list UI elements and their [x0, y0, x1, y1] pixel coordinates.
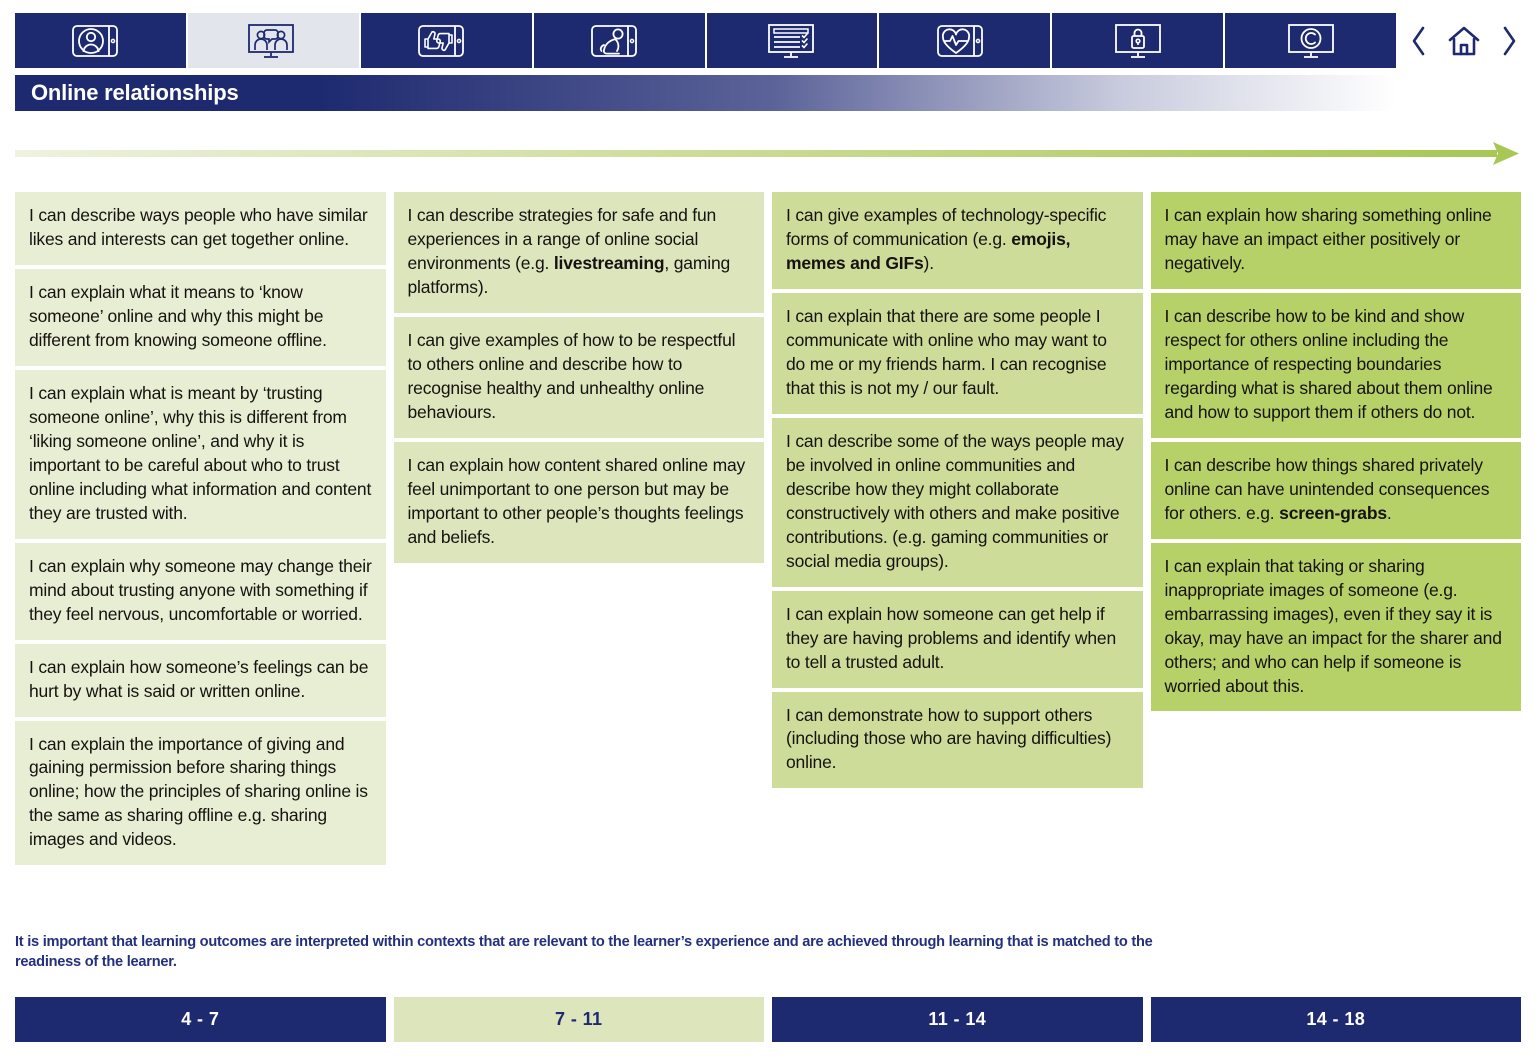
outcome-cell: I can give examples of technology-specific forms of communication (e.g. emojis, memes and GIFs). — [772, 192, 1143, 289]
footnote: It is important that learning outcomes are interpreted within contexts that are relevant to the learner’s experience and are achieved through learning that is matched to the readiness of the learner. — [15, 934, 1153, 971]
outcome-cell: I can explain how content shared online may feel unimportant to one person but may be important to other people’s thoughts feelings and beliefs. — [394, 442, 765, 563]
tab-online-relationships[interactable] — [188, 13, 361, 68]
outcome-cell: I can explain how someone’s feelings can be hurt by what is said or written online. — [15, 644, 386, 717]
progression-arrow — [15, 140, 1521, 170]
self-image-identity-icon — [70, 23, 130, 59]
column-4-7 — [15, 192, 386, 865]
strand-tabbar — [15, 13, 1396, 68]
age-band-footer — [15, 997, 1521, 1042]
tab-managing-online-information[interactable] — [707, 13, 880, 68]
outcome-cell: I can explain why someone may change their mind about trusting anyone with something if they feel nervous, uncomfortable or worried. — [15, 543, 386, 640]
outcome-cell: I can explain that there are some people I communicate with online who may want to do me or my friends harm. I can recognise that this is not my / our fault. — [772, 293, 1143, 414]
age-band-4-7[interactable]: 4 - 7 — [15, 997, 386, 1042]
outcomes-grid — [15, 192, 1521, 922]
page-title: Online relationships — [31, 80, 239, 105]
outcome-cell: I can give examples of how to be respectful to others online and describe how to recognise healthy and unhealthy online behaviours. — [394, 317, 765, 438]
next-page-icon[interactable] — [1498, 24, 1520, 58]
age-band-14-18[interactable]: 14 - 18 — [1151, 997, 1522, 1042]
outcome-emphasis: livestreaming — [553, 252, 665, 273]
previous-page-icon[interactable] — [1408, 24, 1430, 58]
page-navigation — [1408, 16, 1520, 66]
tab-health-wellbeing-lifestyle[interactable] — [879, 13, 1052, 68]
home-icon[interactable] — [1447, 24, 1481, 58]
column-7-11 — [394, 192, 765, 563]
online-relationships-icon — [243, 23, 303, 59]
outcome-cell: I can demonstrate how to support others (including those who are having difficulties) online. — [772, 692, 1143, 789]
column-14-18 — [1151, 192, 1522, 711]
tab-online-reputation[interactable] — [361, 13, 534, 68]
managing-online-information-icon — [762, 23, 822, 59]
outcome-cell: I can describe some of the ways people may be involved in online communities and describe how they might collaborate constructively with others and make positive contributions. (e.g. gaming communities or social media groups). — [772, 418, 1143, 587]
outcome-cell: I can explain the importance of giving and gaining permission before sharing things online; how the principles of sharing online is the same as sharing offline e.g. sharing images and videos. — [15, 721, 386, 866]
tab-privacy-security[interactable] — [1052, 13, 1225, 68]
copyright-ownership-icon — [1281, 23, 1341, 59]
outcome-cell: I can describe how to be kind and show respect for others online including the importance of respecting boundaries regarding what is shared about them online and how to support them if others do not. — [1151, 293, 1522, 438]
age-band-11-14[interactable]: 11 - 14 — [772, 997, 1143, 1042]
section-title-band — [15, 75, 1396, 111]
outcome-cell: I can explain what it means to ‘know someone’ online and why this might be different from knowing someone offline. — [15, 269, 386, 366]
outcome-cell: I can explain how someone can get help if they are having problems and identify when to tell a trusted adult. — [772, 591, 1143, 688]
privacy-security-icon — [1108, 23, 1168, 59]
outcome-cell: I can explain what is meant by ‘trusting someone online’, why this is different from ‘liking someone online’, and why it is important to be careful about who to trust online including what information and content they are trusted with. — [15, 370, 386, 539]
outcome-cell: I can explain how sharing something online may have an impact either positively or negatively. — [1151, 192, 1522, 289]
outcome-cell: I can describe how things shared privately online can have unintended consequences for others. e.g. screen-grabs. — [1151, 442, 1522, 539]
tab-self-image-identity[interactable] — [15, 13, 188, 68]
online-bullying-icon — [589, 23, 649, 59]
outcome-cell: I can describe ways people who have similar likes and interests can get together online. — [15, 192, 386, 265]
health-wellbeing-lifestyle-icon — [935, 23, 995, 59]
tab-copyright-ownership[interactable] — [1225, 13, 1396, 68]
outcome-emphasis: screen-grabs — [1279, 502, 1387, 523]
tab-online-bullying[interactable] — [534, 13, 707, 68]
online-reputation-icon — [416, 23, 476, 59]
age-band-7-11[interactable]: 7 - 11 — [394, 997, 765, 1042]
outcome-cell: I can explain that taking or sharing inappropriate images of someone (e.g. embarrassing images), even if they say it is okay, may have an impact for the sharer and others; and who can help if someone is worried about this. — [1151, 543, 1522, 712]
column-11-14 — [772, 192, 1143, 788]
outcome-emphasis: emojis, memes and GIFs — [786, 228, 1071, 273]
outcome-cell: I can describe strategies for safe and fun experiences in a range of online social environments (e.g. livestreaming, gaming platforms). — [394, 192, 765, 313]
